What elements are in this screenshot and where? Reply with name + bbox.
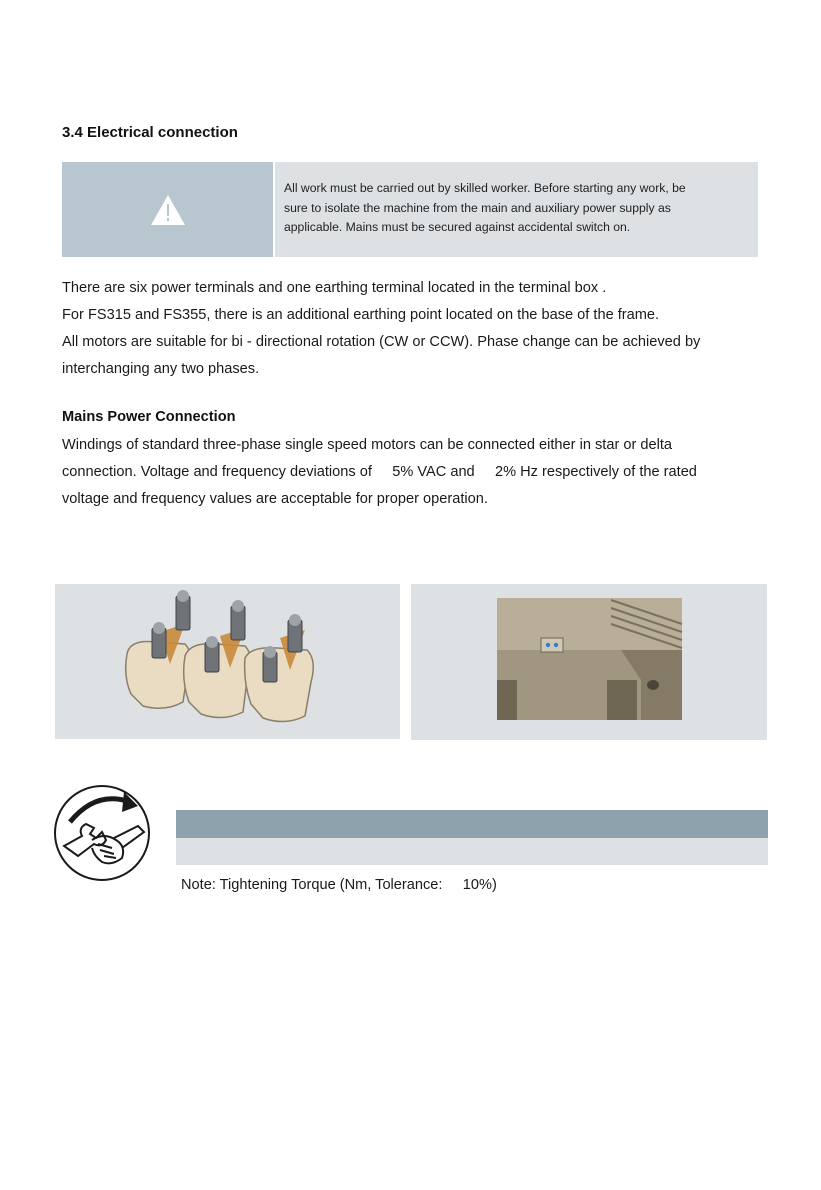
warning-icon-panel bbox=[62, 162, 273, 257]
torque-table-header bbox=[176, 810, 768, 838]
earthing-point-image bbox=[411, 584, 767, 740]
section-title: 3.4 Electrical connection bbox=[62, 124, 238, 141]
mains-line: connection. Voltage and frequency deviations of 5% VAC and 2% Hz respectively of the rated bbox=[62, 464, 697, 480]
torque-table-row bbox=[176, 838, 768, 865]
mains-line: Windings of standard three-phase single speed motors can be connected either in star or delta bbox=[62, 437, 673, 453]
warning-line: applicable. Mains must be secured against accidental switch on. bbox=[284, 220, 631, 234]
warning-line: sure to isolate the machine from the main and auxiliary power supply as bbox=[284, 200, 671, 215]
mains-line: voltage and frequency values are acceptable for proper operation. bbox=[62, 491, 488, 507]
wrench-torque-icon bbox=[52, 782, 152, 889]
intro-line: For FS315 and FS355, there is an additional earthing point located on the base of the frame. bbox=[62, 307, 660, 323]
torque-note: Note: Tightening Torque (Nm, Tolerance: 10%) bbox=[181, 877, 497, 893]
terminal-block-image bbox=[55, 584, 400, 739]
intro-line: interchanging any two phases. bbox=[62, 361, 260, 377]
mains-heading: Mains Power Connection bbox=[62, 409, 236, 425]
warning-triangle-icon bbox=[149, 193, 187, 227]
warning-text bbox=[275, 162, 758, 257]
warning-line: All work must be carried out by skilled worker. Before starting any work, be bbox=[284, 181, 686, 195]
intro-line: All motors are suitable for bi - directional rotation (CW or CCW). Phase change can be achieved by bbox=[62, 334, 701, 350]
intro-line: There are six power terminals and one earthing terminal located in the terminal box . bbox=[62, 280, 607, 296]
safety-warning-box bbox=[62, 162, 758, 257]
